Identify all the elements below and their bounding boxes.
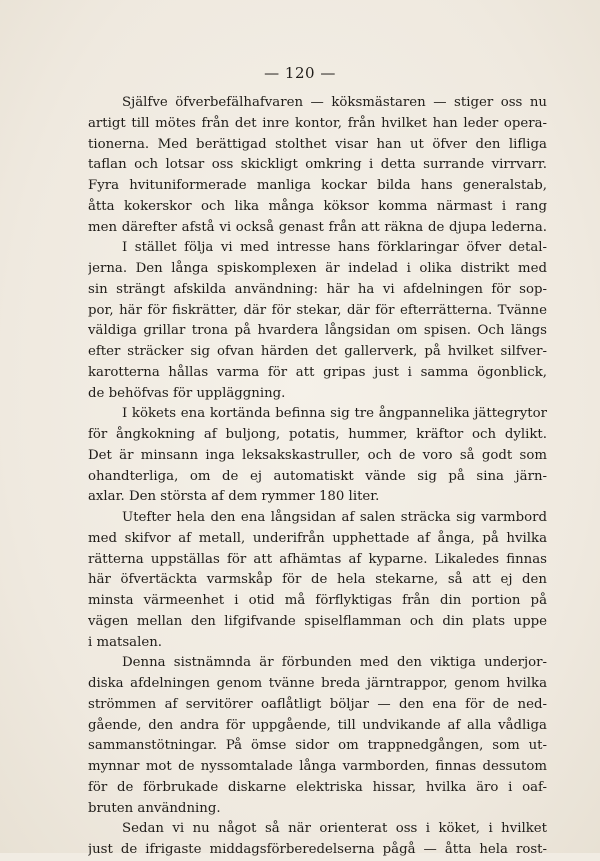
text-line: bruten användning. — [88, 800, 221, 816]
text-line: jerna. Den långa spiskomplexen är indelad i olika distrikt med — [88, 261, 547, 276]
text-line: taflan och lotsar oss skickligt omkring i detta surrande virrvarr. — [88, 157, 547, 173]
text-line: Själfve öfverbefälhafvaren — köksmästaren — stiger oss nu — [122, 95, 547, 110]
text-line: i matsalen. — [88, 634, 163, 650]
text-line: Denna sistnämnda är förbunden med den viktiga underjor- — [122, 655, 547, 671]
text-line: vägen mellan den lifgifvande spiselflamman och din plats uppe — [88, 613, 547, 629]
text-line: Sedan vi nu något så när orienterat oss i köket, i hvilket — [122, 821, 547, 837]
text-line: gående, den andra för uppgående, till undvikande af alla vådliga — [88, 717, 547, 733]
text-line: sin strängt afskilda användning: här ha vi afdelningen för sop- — [88, 281, 547, 297]
text-line: de behöfvas för uppläggning. — [88, 385, 286, 401]
text-line: I stället följa vi med intresse hans förklaringar öfver detal- — [122, 240, 547, 256]
text-line: mynnar mot de nyssomtalade långa varmborden, finnas dessutom — [88, 759, 547, 774]
text-line: just de ifrigaste middagsförberedelserna pågå — åtta hela rost- — [88, 842, 547, 857]
text-line: minsta värmeenhet i otid må förflyktigas från din portion på — [88, 593, 547, 608]
text-line: axlar. Den största af dem rymmer 180 liter. — [88, 489, 380, 505]
text-line: artigt till mötes från det inre kontor, från hvilket han leder opera- — [88, 115, 547, 131]
text-line: men därefter afstå vi också genast från att räkna de djupa lederna. — [88, 219, 547, 235]
text-line: Utefter hela den ena långsidan af salen sträcka sig varmbord — [122, 510, 547, 525]
text-line: med skifvor af metall, underifrån upphettade af ånga, på hvilka — [88, 530, 547, 546]
text-line: ohandterliga, om de ej automatiskt vände sig på sina järn- — [88, 468, 547, 484]
text-line: por, här för fiskrätter, där för stekar, där för efterrätterna. Tvänne — [88, 302, 547, 318]
text-line: väldiga grillar trona på hvardera långsidan om spisen. Och längs — [88, 323, 547, 339]
text-line: tionerna. Med berättigad stolthet visar han ut öfver den lifliga — [88, 136, 547, 152]
text-line: efter sträcker sig ofvan härden det gallerverk, på hvilket silfver- — [88, 344, 547, 359]
text-line: I kökets ena kortända befinna sig tre ångpannelika jättegrytor — [122, 406, 547, 422]
text-line: diska afdelningen genom tvänne breda järntrappor, genom hvilka — [88, 676, 547, 691]
text-line: åtta kokerskor och lika många köksor komma närmast i rang — [88, 198, 547, 214]
text-line: strömmen af servitörer oaflåtligt böljar — den ena för de ned- — [88, 696, 547, 712]
text-line: här öfvertäckta varmskåp för de hela stekarne, så att ej den — [88, 572, 547, 588]
text-line: karotterna hållas varma för att gripas just i samma ögonblick, — [88, 364, 547, 380]
text-line: för de förbrukade diskarne elektriska hissar, hvilka äro i oaf- — [88, 779, 547, 795]
text-line: Fyra hvituniformerade manliga kockar bilda hans generalstab, — [88, 178, 547, 193]
text-line: rätterna uppställas för att afhämtas af kyparne. Likaledes finnas — [88, 551, 547, 567]
text-line: Det är minsann inga leksakskastruller, och de voro så godt som — [88, 447, 547, 463]
text-line: sammanstötningar. På ömse sidor om trappnedgången, som ut- — [88, 738, 547, 754]
page-number: — 120 — — [264, 64, 336, 82]
text-line: för ångkokning af buljong, potatis, hummer, kräftor och dylikt. — [88, 427, 547, 442]
body-text — [88, 93, 547, 861]
